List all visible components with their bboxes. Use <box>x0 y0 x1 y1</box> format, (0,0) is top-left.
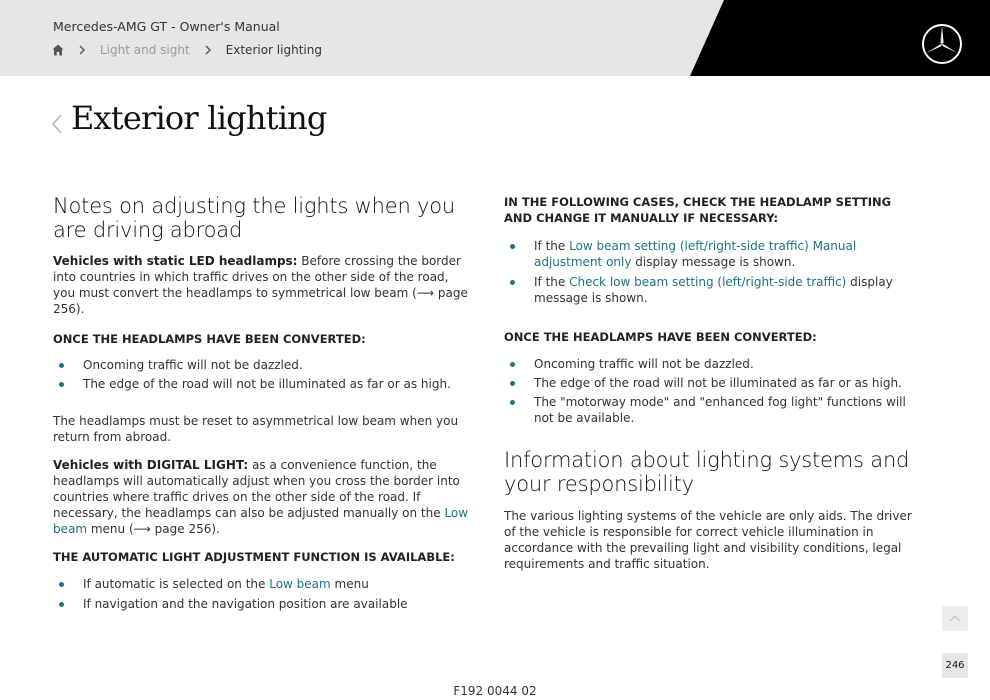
chevron-right-icon <box>77 45 87 55</box>
list-item <box>504 238 914 270</box>
list-item-text: display message is shown. <box>631 255 796 269</box>
paragraph-text: as a convenience function, the headlamps will automatically adjust when you cross the border into countries where traffic drives on the other side of the road. If necessary, the headlamps can also be adjusted manually on the <box>53 458 460 520</box>
page-header <box>0 0 990 76</box>
scroll-to-top-button[interactable] <box>942 606 968 631</box>
footer-code: F192 0044 02 <box>453 684 537 698</box>
list-item-text: If the <box>534 275 570 289</box>
paragraph-text: menu (⟶ page 256). <box>87 522 220 536</box>
caption-headlamps-converted: ONCE THE HEADLAMPS HAVE BEEN CONVERTED: <box>504 330 817 344</box>
paragraph-static-led <box>53 253 470 317</box>
list-item: Oncoming traffic will not be dazzled. <box>504 356 914 372</box>
home-icon[interactable] <box>52 44 64 56</box>
list-item <box>53 576 470 592</box>
list-item: Oncoming traffic will not be dazzled. <box>53 357 470 373</box>
arrow-up-icon <box>942 606 968 631</box>
breadcrumb-current: Exterior lighting <box>225 43 322 57</box>
page-number: 246 <box>942 653 968 678</box>
list-item-text: If automatic is selected on the <box>83 577 270 591</box>
caption-automatic-adjustment: THE AUTOMATIC LIGHT ADJUSTMENT FUNCTION IS AVAILABLE: <box>53 550 455 564</box>
bullet-list <box>53 576 470 612</box>
caption-headlamps-converted: ONCE THE HEADLAMPS HAVE BEEN CONVERTED: <box>53 332 366 346</box>
mercedes-star-logo <box>921 23 963 65</box>
manual-title: Mercedes-AMG GT - Owner's Manual <box>53 19 280 34</box>
list-item-text: menu <box>330 577 369 591</box>
check-low-beam-setting-link[interactable]: Check low beam setting (left/right-side traffic) <box>569 275 847 289</box>
paragraph-reset: The headlamps must be reset to asymmetrical low beam when you return from abroad. <box>53 414 459 444</box>
low-beam-setting-link[interactable]: Low beam setting (left/right-side traffic) Manual adjustment only <box>534 239 857 269</box>
right-column <box>504 194 914 572</box>
breadcrumb-link-light-and-sight[interactable]: Light and sight <box>100 43 190 57</box>
section-heading: Notes on adjusting the lights when you are driving abroad <box>53 194 456 242</box>
paragraph-text: Before crossing the border into countries in which traffic drives on the other side of the road, you must convert the headlamps to symmetrical low beam (⟶ page 256). <box>53 254 468 316</box>
paragraph-bold-lead: Vehicles with DIGITAL LIGHT: <box>53 458 249 472</box>
bullet-list <box>504 356 914 426</box>
left-column <box>53 194 470 612</box>
page-title: Exterior lighting <box>71 99 327 137</box>
bullet-list <box>53 357 470 392</box>
breadcrumb <box>52 42 322 58</box>
list-item: The "motorway mode" and "enhanced fog light" functions will not be available. <box>504 394 914 426</box>
list-item-text: If the <box>534 239 570 253</box>
paragraph-digital-light <box>53 457 470 537</box>
bullet-list <box>504 238 914 306</box>
chevron-left-icon[interactable] <box>50 113 64 135</box>
list-item-text: display message is shown. <box>534 275 893 305</box>
low-beam-link[interactable]: Low beam <box>53 506 469 536</box>
paragraph-responsibility: The various lighting systems of the vehicle are only aids. The driver of the vehicle is responsible for correct vehicle illumination in accordance with the prevailing light and visibility conditions, legal requirements and traffic situation. <box>504 509 912 571</box>
list-item: The edge of the road will not be illuminated as far or as high. <box>53 376 470 392</box>
list-item <box>504 274 914 306</box>
caption-check-headlamp-setting: IN THE FOLLOWING CASES, CHECK THE HEADLAMP SETTING AND CHANGE IT MANUALLY IF NECESSARY: <box>504 195 892 225</box>
section-heading: Information about lighting systems and your responsibility <box>504 448 910 496</box>
chevron-right-icon <box>203 45 213 55</box>
list-item: If navigation and the navigation position are available <box>53 596 470 612</box>
list-item: The edge of the road will not be illuminated as far or as high. <box>504 375 914 391</box>
paragraph-bold-lead: Vehicles with static LED headlamps: <box>53 254 298 268</box>
low-beam-link[interactable]: Low beam <box>269 577 331 591</box>
